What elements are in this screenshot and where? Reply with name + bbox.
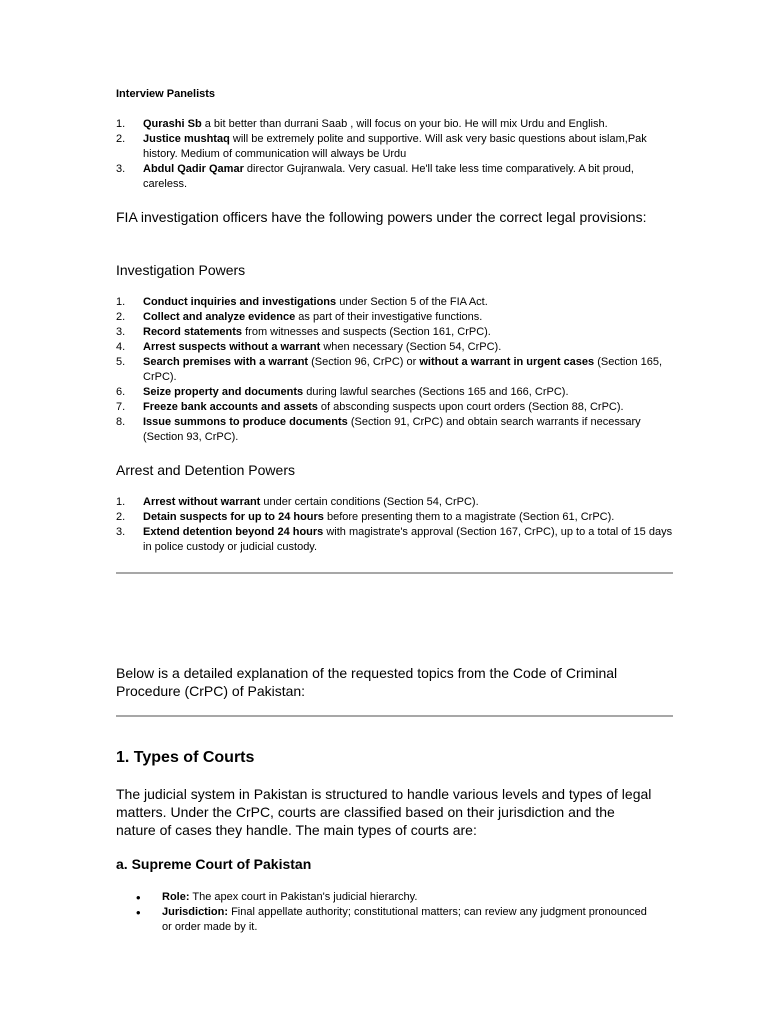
- supreme-court-bullets: [136, 890, 656, 935]
- list-item: 7. Freeze bank accounts and assets of absconding suspects upon court orders (Section 88, CrPC).: [116, 401, 624, 413]
- bullet-icon: •: [136, 890, 141, 905]
- investigation-list: [116, 295, 676, 445]
- fia-intro: FIA investigation officers have the following powers under the correct legal provisions:: [116, 209, 647, 225]
- list-item: 3. Record statements from witnesses and suspects (Section 161, CrPC).: [116, 326, 491, 338]
- arrest-list: [116, 495, 676, 555]
- list-item: 1. Conduct inquiries and investigations under Section 5 of the FIA Act.: [116, 296, 488, 308]
- supreme-court-heading: a. Supreme Court of Pakistan: [116, 856, 312, 872]
- bullet-icon: •: [136, 905, 141, 920]
- list-item: 6. Seize property and documents during lawful searches (Sections 165 and 166, CrPC).: [116, 386, 569, 398]
- types-of-courts-intro: The judicial system in Pakistan is structured to handle various levels and types of legal matters. Under the CrPC, courts are classified based on their jurisdiction and the nature of cases they handle. The main types of courts are:: [116, 786, 652, 838]
- list-item: 1. Arrest without warrant under certain conditions (Section 54, CrPC).: [116, 496, 479, 508]
- arrest-heading: Arrest and Detention Powers: [116, 462, 295, 478]
- interview-list: [116, 117, 676, 192]
- interview-title: Interview Panelists: [116, 88, 216, 100]
- list-item: 2. Justice mushtaq will be extremely polite and supportive. Will ask very basic questions about islam,Pak history. Medium of communication will always be Urdu: [116, 133, 647, 160]
- list-item: 5. Search premises with a warrant (Section 96, CrPC) or without a warrant in urgent cases (Section 165, CrPC).: [116, 356, 663, 383]
- list-item: 2. Collect and analyze evidence as part of their investigative functions.: [116, 311, 483, 323]
- list-item: 3. Extend detention beyond 24 hours with magistrate's approval (Section 167, CrPC), up to a total of 15 days in police custody or judicial custody.: [116, 526, 673, 553]
- list-item: 3. Abdul Qadir Qamar director Gujranwala. Very casual. He'll take less time comparatively. A bit proud, careless.: [116, 163, 634, 190]
- investigation-heading: Investigation Powers: [116, 262, 246, 278]
- list-item: 2. Detain suspects for up to 24 hours before presenting them to a magistrate (Section 61, CrPC).: [116, 511, 615, 523]
- list-item: • Jurisdiction: Final appellate authority; constitutional matters; can review any judgment pronounced or order made by it.: [136, 905, 647, 933]
- horizontal-rule: [116, 572, 673, 574]
- horizontal-rule: [116, 715, 673, 717]
- list-item: 8. Issue summons to produce documents (Section 91, CrPC) and obtain search warrants if necessary (Section 93, CrPC).: [116, 416, 641, 443]
- list-item: 4. Arrest suspects without a warrant when necessary (Section 54, CrPC).: [116, 341, 502, 353]
- types-of-courts-heading: 1. Types of Courts: [116, 749, 255, 766]
- list-item: 1. Qurashi Sb a bit better than durrani Saab , will focus on your bio. He will mix Urdu and English.: [116, 118, 608, 130]
- list-item: • Role: The apex court in Pakistan's judicial hierarchy.: [136, 890, 418, 905]
- crpc-intro: Below is a detailed explanation of the requested topics from the Code of Criminal Procedure (CrPC) of Pakistan:: [116, 665, 618, 699]
